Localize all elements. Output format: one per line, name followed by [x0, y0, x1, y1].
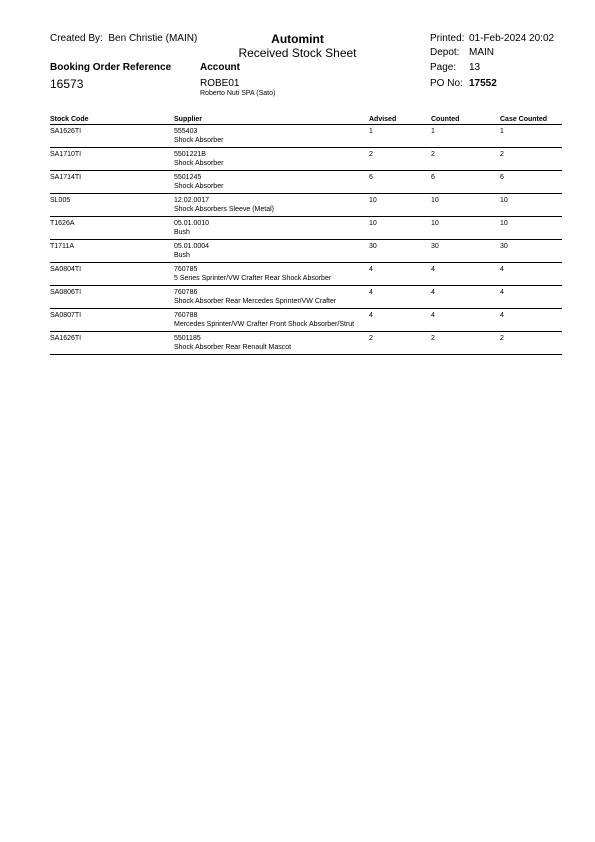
table-row — [50, 217, 562, 240]
case-counted-qty: 2 — [500, 332, 562, 355]
supplier-cell — [174, 263, 369, 286]
supplier-cell — [174, 125, 369, 148]
stock-code: SA1714TI — [50, 171, 174, 194]
col-supplier: Supplier — [174, 114, 369, 125]
stock-code: SA1626TI — [50, 332, 174, 355]
table-header-row — [50, 114, 562, 125]
supplier-code: 760785 — [174, 266, 198, 273]
case-counted-qty: 2 — [500, 148, 562, 171]
booking-ref-label: Booking Order Reference — [50, 62, 172, 73]
supplier-code: 05.01.0010 — [174, 220, 210, 227]
supplier-code: 760786 — [174, 289, 198, 296]
case-counted-qty: 4 — [500, 263, 562, 286]
supplier-code: 5501185 — [174, 335, 201, 342]
item-description: Mercedes Sprinter/VW Crafter Front Shock Absorber/Strut — [174, 321, 355, 328]
stock-code: SL005 — [50, 194, 174, 217]
stock-code: SA1626TI — [50, 125, 174, 148]
advised-qty: 6 — [369, 171, 431, 194]
stock-code: SA0806TI — [50, 286, 174, 309]
document-title: Received Stock Sheet — [238, 46, 357, 60]
item-description: Bush — [174, 229, 190, 236]
supplier-code: 5501245 — [174, 174, 202, 181]
item-description: Shock Absorbers Sleeve (Metal) — [174, 206, 274, 213]
account-label: Account — [200, 62, 240, 73]
table-row — [50, 240, 562, 263]
case-counted-qty: 6 — [500, 171, 562, 194]
created-by-value: Ben Christie (MAIN) — [108, 33, 198, 44]
item-description: Shock Absorber — [174, 137, 224, 144]
table-row — [50, 194, 562, 217]
item-description: Shock Absorber Rear Mercedes Sprinter/VW Crafter — [174, 298, 337, 305]
advised-qty: 10 — [369, 217, 431, 240]
company-name: Automint — [271, 32, 324, 46]
table-row — [50, 148, 562, 171]
supplier-code: 05.01.0004 — [174, 243, 210, 250]
stock-code: SA0804TI — [50, 263, 174, 286]
stock-table — [50, 114, 562, 355]
item-description: 5 Series Sprinter/VW Crafter Rear Shock Absorber — [174, 275, 332, 282]
supplier-cell — [174, 332, 369, 355]
supplier-code: 555403 — [174, 128, 198, 135]
case-counted-qty: 1 — [500, 125, 562, 148]
item-description: Bush — [174, 252, 190, 259]
item-description: Shock Absorber Rear Renault Mascot — [174, 344, 292, 351]
supplier-cell — [174, 194, 369, 217]
counted-qty: 4 — [431, 309, 500, 332]
table-row — [50, 171, 562, 194]
col-stock-code: Stock Code — [50, 114, 174, 125]
case-counted-qty: 4 — [500, 309, 562, 332]
counted-qty: 4 — [431, 263, 500, 286]
counted-qty: 1 — [431, 125, 500, 148]
advised-qty: 2 — [369, 148, 431, 171]
booking-ref-value: 16573 — [50, 77, 84, 91]
supplier-cell — [174, 217, 369, 240]
table-row — [50, 332, 562, 355]
col-advised: Advised — [369, 114, 431, 125]
advised-qty: 4 — [369, 286, 431, 309]
supplier-cell — [174, 240, 369, 263]
item-description: Shock Absorber — [174, 160, 224, 167]
supplier-code: 12.02.0017 — [174, 197, 210, 204]
supplier-cell — [174, 148, 369, 171]
counted-qty: 4 — [431, 286, 500, 309]
printed-value: 01-Feb-2024 20:02 — [469, 33, 555, 44]
supplier-code: 760788 — [174, 312, 198, 319]
case-counted-qty: 30 — [500, 240, 562, 263]
stock-code: SA0807TI — [50, 309, 174, 332]
advised-qty: 1 — [369, 125, 431, 148]
case-counted-qty: 10 — [500, 217, 562, 240]
page-label: Page: — [430, 62, 457, 73]
table-row — [50, 125, 562, 148]
counted-qty: 30 — [431, 240, 500, 263]
stock-code: T1626A — [50, 217, 174, 240]
created-by — [50, 33, 197, 44]
advised-qty: 2 — [369, 332, 431, 355]
created-by-label: Created By: — [50, 33, 103, 44]
item-description: Shock Absorber — [174, 183, 224, 190]
po-label: PO No: — [430, 78, 463, 89]
supplier-cell — [174, 286, 369, 309]
table-row — [50, 263, 562, 286]
po-number: 17552 — [469, 78, 497, 89]
counted-qty: 10 — [431, 194, 500, 217]
account-code: ROBE01 — [200, 78, 240, 89]
col-case-counted: Case Counted — [500, 114, 562, 125]
advised-qty: 4 — [369, 263, 431, 286]
counted-qty: 6 — [431, 171, 500, 194]
case-counted-qty: 10 — [500, 194, 562, 217]
advised-qty: 10 — [369, 194, 431, 217]
case-counted-qty: 4 — [500, 286, 562, 309]
depot-label: Depot: — [430, 47, 460, 58]
table-row — [50, 309, 562, 332]
supplier-cell — [174, 171, 369, 194]
page-number: 13 — [469, 62, 481, 73]
depot-value: MAIN — [469, 47, 494, 58]
account-name: Roberto Nuti SPA (Sato) — [200, 90, 276, 97]
stock-code: SA1710TI — [50, 148, 174, 171]
supplier-code: 5501221B — [174, 151, 206, 158]
counted-qty: 2 — [431, 332, 500, 355]
counted-qty: 10 — [431, 217, 500, 240]
counted-qty: 2 — [431, 148, 500, 171]
advised-qty: 4 — [369, 309, 431, 332]
advised-qty: 30 — [369, 240, 431, 263]
supplier-cell — [174, 309, 369, 332]
printed-label: Printed: — [430, 33, 465, 44]
stock-code: T1711A — [50, 240, 174, 263]
table-row — [50, 286, 562, 309]
col-counted: Counted — [431, 114, 500, 125]
